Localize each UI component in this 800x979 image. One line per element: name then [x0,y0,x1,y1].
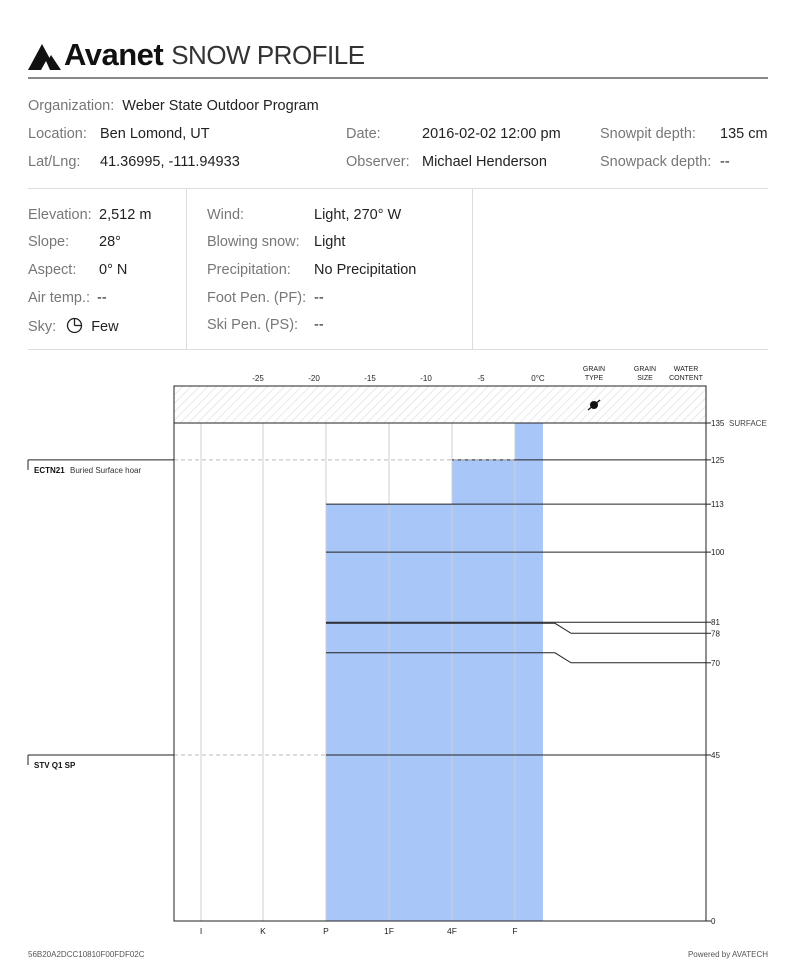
surface-label: SURFACE [729,419,767,428]
depth-label-100: 100 [711,548,725,558]
location-value: Ben Lomond, UT [100,126,210,142]
column-header-2-line-2: CONTENT [669,375,703,382]
hardness-fill-4f [452,460,543,504]
brand-logo [28,37,770,72]
temp-tick-1: -20 [308,374,320,383]
organization-label: Organization: [28,98,115,114]
wind-value: Light, 270° W [314,207,402,223]
organization-field [28,98,319,114]
aspect-label: Aspect: [28,262,77,278]
meta-divider [28,188,768,189]
brand-subtitle: SNOW PROFILE [171,40,365,70]
temp-tick-3: -10 [420,374,432,383]
hardness-fill-f [515,423,543,460]
slope-value: 28° [99,234,121,250]
snowpit-depth-label: Snowpit depth: [600,126,696,142]
hardness-tick-k: K [260,926,266,936]
precipitation-value: No Precipitation [314,262,417,278]
sky-field [28,317,119,335]
depth-label-45: 45 [711,751,720,760]
conditions-divider-2 [472,189,473,349]
snowpack-depth-value: -- [720,154,730,170]
precipitation-label: Precipitation: [207,262,291,278]
stability-test-code-0: ECTN21 [34,465,65,475]
header [28,37,770,80]
ski-pen-value: -- [314,317,324,333]
column-header-0-line-1: GRAIN [582,366,606,373]
foot-pen-label: Foot Pen. (PF): [207,290,307,306]
air-temp-label: Air temp.: [28,290,91,306]
depth-label-0: 0 [711,917,716,926]
air-temp-value: -- [97,290,107,306]
depth-label-78: 78 [711,629,720,639]
depth-label-70: 70 [711,658,720,668]
temp-tick-5: 0°C [531,374,545,383]
hardness-fill-p [326,504,543,921]
column-header-0-line-2: TYPE [584,375,604,382]
depth-label-113: 113 [711,500,724,510]
date-value: 2016-02-02 12:00 pm [422,126,561,142]
observer-label: Observer: [346,154,410,170]
organization-value: Weber State Outdoor Program [122,98,319,114]
temp-tick-0: -25 [252,374,264,383]
hardness-tick-i: I [199,926,203,936]
conditions-bottom-divider [28,349,768,350]
column-header-2-line-1: WATER [673,366,699,373]
conditions-divider-1 [186,189,187,349]
blowing-snow-value: Light [314,234,346,250]
latlng-value: 41.36995, -111.94933 [100,154,240,170]
snowpit-depth-value: 135 cm [720,126,768,142]
hatched-header-band [174,386,706,423]
depth-label-125: 125 [711,455,725,465]
sky-value: Few [91,319,119,335]
snowpack-depth-label: Snowpack depth: [600,154,712,170]
ski-pen-label: Ski Pen. (PS): [207,317,299,333]
hardness-tick-f: F [512,926,518,936]
elevation-label: Elevation: [28,207,92,223]
hardness-tick-1f: 1F [384,926,394,936]
temp-tick-2: -15 [364,374,376,383]
date-label: Date: [346,126,381,142]
aspect-value: 0° N [99,262,128,278]
stability-test-code-1: STV Q1 SP [34,761,76,770]
few-clouds-icon [66,317,83,334]
location-label: Location: [28,126,87,142]
depth-label-135: 135 [711,419,725,428]
column-header-1-line-2: SIZE [637,375,653,382]
header-divider [28,77,768,79]
wind-label: Wind: [207,207,245,223]
elevation-value: 2,512 m [99,207,152,223]
profile-id: 56B20A2DCC10810F00FDF02C [28,950,145,959]
sky-label: Sky: [28,319,57,335]
powered-by: Powered by AVATECH [687,950,768,959]
depth-label-81: 81 [711,618,720,628]
snow-profile-chart [0,355,800,945]
hardness-tick-4f: 4F [447,926,457,936]
column-header-1-line-1: GRAIN [633,366,657,373]
slope-label: Slope: [28,234,70,250]
hardness-tick-p: P [323,926,329,936]
mountain-logo-icon [28,40,62,70]
stability-test-comment-0: Buried Surface hoar [70,465,142,475]
foot-pen-value: -- [314,290,324,306]
latlng-label: Lat/Lng: [28,154,81,170]
temp-tick-4: -5 [477,374,485,383]
blowing-snow-label: Blowing snow: [207,234,300,250]
brand-name: Avanet [64,37,164,72]
observer-value: Michael Henderson [422,154,547,170]
